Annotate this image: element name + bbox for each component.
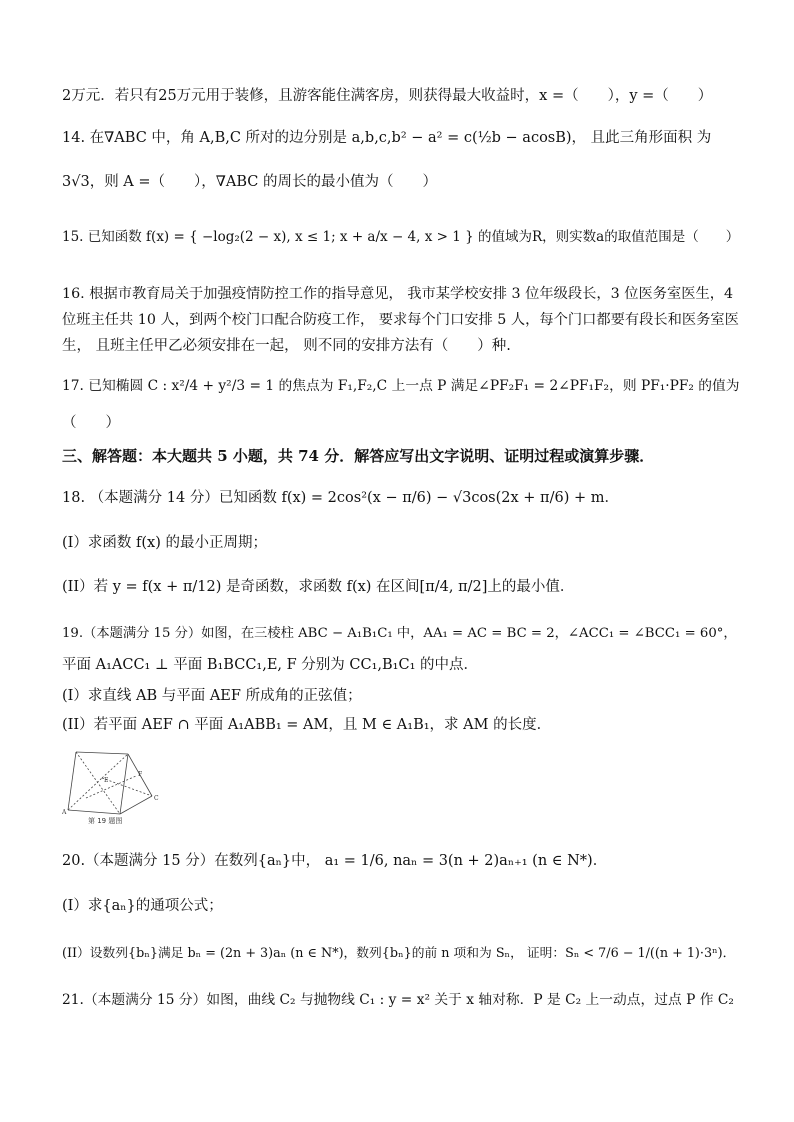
figure-caption: 第 19 题图 bbox=[88, 817, 123, 825]
q16-line-2: 位班主任共 10 人，到两个校门口配合防疫工作， 要求每个门口安排 5 人，每个门口都要有段长和医务室医 bbox=[62, 312, 739, 328]
q15: 15. 已知函数 f(x) = { −log₂(2 − x), x ≤ 1; x + a/x − 4, x > 1 } 的值域为R，则实数a的取值范围是（ ） bbox=[62, 229, 740, 245]
vertex-label-a: A bbox=[62, 809, 67, 816]
vertex-label-e: E bbox=[104, 777, 109, 784]
q21-stem: 21.（本题满分 15 分）如图，曲线 C₂ 与抛物线 C₁ : y = x² 关于 x 轴对称．P 是 C₂ 上一动点，过点 P 作 C₂ bbox=[62, 992, 734, 1008]
prism-diagram bbox=[62, 748, 164, 816]
q19-line-1: 19.（本题满分 15 分）如图，在三棱柱 ABC − A₁B₁C₁ 中，AA₁ = AC = BC = 2，∠ACC₁ = ∠BCC₁ = 60°， bbox=[62, 626, 737, 641]
q19-part-1: (I）求直线 AB 与平面 AEF 所成角的正弦值； bbox=[62, 688, 362, 704]
section-heading: 三、解答题：本大题共 5 小题，共 74 分．解答应写出文字说明、证明过程或演算步骤． bbox=[62, 447, 655, 465]
q19-part-2: (II）若平面 AEF ∩ 平面 A₁ABB₁ = AM，且 M ∈ A₁B₁，求 AM 的长度． bbox=[62, 717, 552, 733]
q16-line-1: 16. 根据市教育局关于加强疫情防控工作的指导意见， 我市某学校安排 3 位年级段长，3 位医务室医生，4 bbox=[62, 286, 734, 302]
q13-tail: 2万元．若只有25万元用于装修，且游客能住满客房，则获得最大收益时，x =（ ），y =（ ） bbox=[62, 88, 713, 104]
vertex-label-c: C bbox=[154, 795, 159, 802]
q20-stem: 20.（本题满分 15 分）在数列{aₙ}中， a₁ = 1/6, naₙ = 3(n + 2)aₙ₊₁ (n ∈ N*)． bbox=[62, 853, 608, 869]
q18-stem: 18. （本题满分 14 分）已知函数 f(x) = 2cos²(x − π/6) − √3cos(2x + π/6) + m． bbox=[62, 490, 619, 506]
q18-part-1: (I）求函数 f(x) 的最小正周期； bbox=[62, 535, 267, 551]
q19-line-2: 平面 A₁ACC₁ ⊥ 平面 B₁BCC₁,E, F 分别为 CC₁,B₁C₁ 的中点． bbox=[62, 657, 479, 673]
q17-line-1: 17. 已知椭圆 C : x²/4 + y²/3 = 1 的焦点为 F₁,F₂,C 上一点 P 满足∠PF₂F₁ = 2∠PF₁F₂，则 PF₁·PF₂ 的值为 bbox=[62, 378, 740, 394]
vertex-label-f: F bbox=[138, 771, 143, 778]
q17-line-2: （ ） bbox=[62, 415, 120, 431]
q18-part-2: (II）若 y = f(x + π/12) 是奇函数，求函数 f(x) 在区间[π/4, π/2]上的最小值． bbox=[62, 579, 575, 595]
prism-figure bbox=[62, 748, 164, 828]
q16-line-3: 生， 且班主任甲乙必须安排在一起， 则不同的安排方法有（ ）种. bbox=[62, 338, 511, 354]
q20-part-1: (I）求{aₙ}的通项公式； bbox=[62, 898, 223, 914]
q14-line-1: 14. 在∇ABC 中，角 A,B,C 所对的边分别是 a,b,c,b² − a² = c(½b − acosB)， 且此三角形面积 为 bbox=[62, 130, 712, 146]
q14-line-2: 3√3，则 A =（ ），∇ABC 的周长的最小值为（ ） bbox=[62, 174, 438, 190]
q20-part-2: (II）设数列{bₙ}满足 bₙ = (2n + 3)aₙ (n ∈ N*)，数列{bₙ}的前 n 项和为 Sₙ， 证明：Sₙ < 7/6 − 1/((n + 1)·3ⁿ)． bbox=[62, 946, 736, 961]
